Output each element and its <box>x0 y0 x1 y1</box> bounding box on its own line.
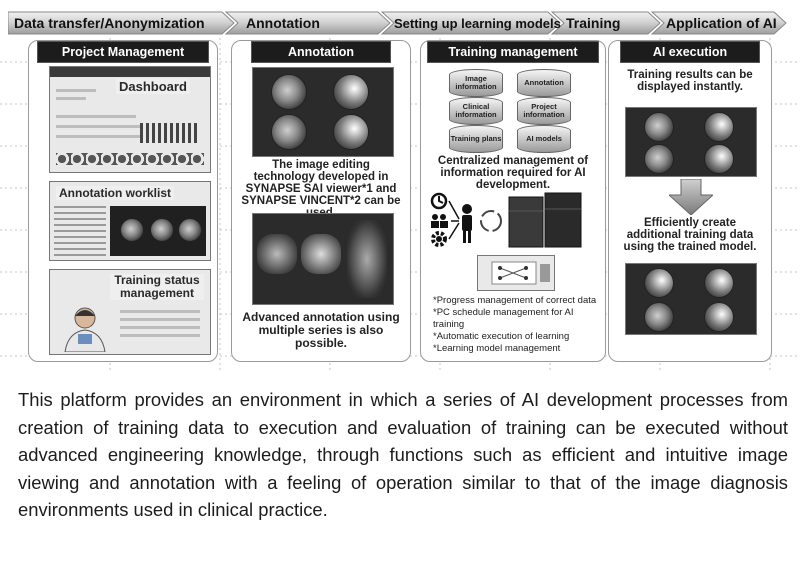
ai-caption-results: Training results can be displayed instantly. <box>627 69 753 93</box>
db-image-information: Image information <box>449 69 503 97</box>
gear-icon <box>433 233 445 245</box>
training-caption-centralized: Centralized management of information required for AI development. <box>437 155 589 191</box>
step-training: Training <box>566 15 621 31</box>
panel-title: Project Management <box>37 41 209 63</box>
step-data-transfer: Data transfer/Anonymization <box>14 15 205 31</box>
training-note-auto-execution: *Automatic execution of learning <box>433 331 570 342</box>
db-project-information: Project information <box>517 97 571 125</box>
step-application-of-ai: Application of AI <box>666 15 777 31</box>
panel-title: Training management <box>427 41 599 63</box>
annotation-caption-multi-series: Advanced annotation using multiple series is also possible. <box>242 310 400 350</box>
db-annotation: Annotation <box>517 69 571 97</box>
multi-series-screenshot <box>252 213 394 305</box>
panel-ai-execution <box>608 40 772 362</box>
annotation-viewer-screenshot <box>252 67 394 157</box>
panel-annotation <box>231 40 411 362</box>
training-note-schedule: *PC schedule management for AI training <box>433 307 574 330</box>
worklist-label: Annotation worklist <box>56 186 174 200</box>
step-annotation: Annotation <box>246 15 320 31</box>
description-text: This platform provides an environment in which a series of AI development processes from creation of training data to execution and evaluation of training can be executed without advanced engineering knowledge, through functions such as efficient and intuitive image viewing and annotation with a feeling of operation similar to that of the image diagnosis environments used in clinical practice. <box>18 389 788 520</box>
server-icon <box>509 193 581 247</box>
ai-caption-additional-data: Efficiently create additional training data using the trained model. <box>623 217 757 253</box>
db-clinical-information: Clinical information <box>449 97 503 125</box>
person-icon <box>60 304 110 352</box>
db-ai-models: AI models <box>517 125 571 153</box>
people-icon <box>431 214 448 228</box>
learning-model-screenshot <box>477 255 555 291</box>
annotation-worklist-screenshot <box>49 181 211 261</box>
panel-title: AI execution <box>620 41 760 63</box>
training-note-progress: *Progress management of correct data <box>433 295 597 306</box>
training-note-model-management: *Learning model management <box>433 343 561 354</box>
panel-training-management <box>420 40 606 362</box>
cycle-arrow-icon <box>481 211 501 231</box>
step-setting-up-models: Setting up learning models <box>394 15 561 31</box>
platform-description <box>18 386 788 524</box>
training-status-label: Training status management <box>110 274 204 300</box>
dashboard-label: Dashboard <box>116 79 190 94</box>
dashboard-screenshot <box>49 66 211 173</box>
clock-icon <box>432 194 446 208</box>
training-status-screenshot <box>49 269 211 355</box>
ai-results-screenshot <box>625 107 757 177</box>
db-training-plans: Training plans <box>449 125 503 153</box>
process-flow <box>8 10 788 36</box>
ai-additional-data-screenshot <box>625 263 757 335</box>
person-icon <box>462 204 472 243</box>
training-workflow-illustration <box>429 191 599 251</box>
annotation-caption-editing-tech: The image editing technology developed in SYNAPSE SAI viewer*1 and SYNAPSE VINCENT*2 can be <box>241 159 401 207</box>
panel-title: Annotation <box>251 41 391 63</box>
down-arrow-icon <box>669 179 713 215</box>
panel-project-management <box>28 40 218 362</box>
